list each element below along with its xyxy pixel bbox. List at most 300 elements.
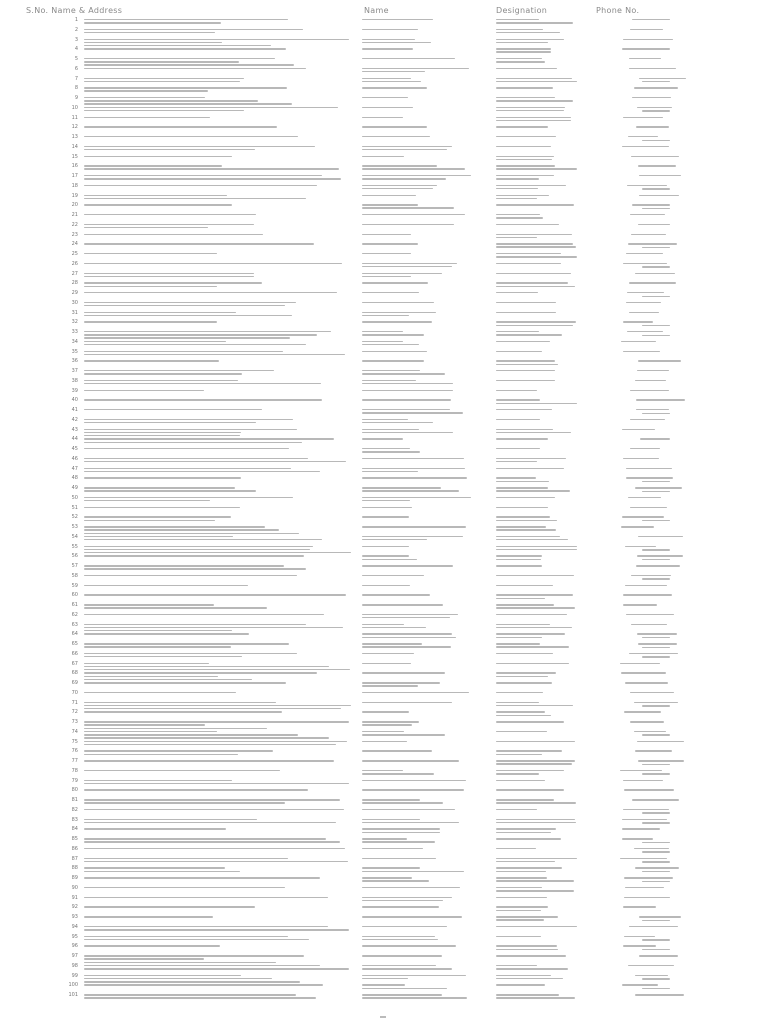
name-text-line [362, 87, 427, 88]
address-text-line [84, 204, 232, 205]
name-text-line [362, 799, 420, 800]
address-text-line [84, 468, 291, 469]
phone-text-line [632, 799, 679, 800]
name-text-line [362, 292, 419, 293]
phone-text-line [625, 546, 656, 547]
page-number-mark [380, 1016, 386, 1018]
phone-text-line [629, 653, 678, 654]
name-text-line [362, 975, 466, 976]
address-text-line [84, 802, 285, 803]
phone-text-line [642, 110, 670, 111]
name-text-line [362, 399, 451, 400]
row-number: 10 [71, 104, 78, 111]
designation-text-line [496, 302, 556, 303]
designation-text-line [496, 48, 551, 49]
designation-text-line [496, 861, 555, 862]
name-text-line [362, 282, 428, 283]
address-text-line [84, 916, 213, 917]
row-number: 60 [71, 592, 78, 599]
name-text-line [362, 988, 447, 989]
row-number: 68 [71, 670, 78, 677]
address-text-line [84, 529, 279, 530]
row-number: 30 [71, 299, 78, 306]
designation-text-line [496, 546, 577, 547]
name-text-line [362, 750, 432, 751]
phone-text-line [642, 812, 670, 813]
address-text-line [84, 39, 349, 40]
phone-text-line [637, 633, 677, 634]
address-text-line [84, 841, 340, 842]
address-text-line [84, 409, 262, 410]
header-sno-address: S.No. Name & Address [26, 6, 123, 15]
address-text-line [84, 32, 215, 33]
address-text-line [84, 78, 244, 79]
designation-text-line [496, 432, 571, 433]
name-text-line [362, 458, 464, 459]
phone-text-line [622, 146, 670, 147]
row-number: 22 [71, 221, 78, 228]
designation-text-line [496, 867, 562, 868]
name-text-line [362, 497, 471, 498]
name-text-line [362, 500, 410, 501]
name-text-line [362, 409, 450, 410]
name-text-line [362, 117, 403, 118]
designation-text-line [496, 58, 542, 59]
phone-text-line [642, 705, 670, 706]
designation-text-line [496, 858, 577, 859]
designation-text-line [496, 282, 568, 283]
designation-text-line [496, 653, 553, 654]
designation-text-line [496, 887, 542, 888]
designation-text-line [496, 331, 539, 332]
phone-text-line [623, 809, 668, 810]
name-text-line [362, 273, 442, 274]
designation-text-line [496, 760, 575, 761]
address-text-line [84, 341, 226, 342]
address-text-line [84, 276, 254, 277]
designation-text-line [496, 22, 573, 23]
phone-text-line [623, 458, 660, 459]
name-text-line [362, 243, 418, 244]
phone-text-line [630, 214, 665, 215]
row-number: 94 [71, 923, 78, 930]
phone-text-line [642, 988, 670, 989]
row-number: 95 [71, 933, 78, 940]
name-text-line [362, 373, 445, 374]
designation-text-line [496, 507, 548, 508]
phone-text-line [623, 263, 667, 264]
phone-text-line [620, 663, 659, 664]
designation-text-line [496, 78, 572, 79]
phone-text-line [642, 481, 670, 482]
address-text-line [84, 516, 231, 517]
header-name: Name [364, 6, 389, 15]
name-text-line [362, 968, 452, 969]
name-text-line [362, 536, 463, 537]
designation-text-line [496, 253, 561, 254]
address-text-line [84, 656, 242, 657]
phone-text-line [621, 526, 653, 527]
designation-text-line [496, 910, 541, 911]
designation-text-line [496, 997, 575, 998]
phone-text-line [642, 647, 670, 648]
address-text-line [84, 663, 209, 664]
designation-text-line [496, 68, 557, 69]
address-text-line [84, 422, 256, 423]
name-text-line [362, 555, 409, 556]
address-text-line [84, 968, 349, 969]
phone-text-line [642, 637, 670, 638]
name-text-line [362, 559, 417, 560]
name-text-line [362, 828, 440, 829]
address-text-line [84, 351, 283, 352]
address-text-line [84, 549, 310, 550]
row-number: 4 [74, 46, 78, 53]
address-text-line [84, 178, 341, 179]
name-text-line [362, 546, 409, 547]
name-text-line [362, 351, 427, 352]
row-number: 55 [71, 543, 78, 550]
row-number: 90 [71, 884, 78, 891]
address-text-line [84, 877, 320, 878]
row-number: 86 [71, 845, 78, 852]
address-text-line [84, 750, 273, 751]
address-text-line [84, 666, 329, 667]
name-text-line [362, 760, 459, 761]
designation-text-line [496, 711, 545, 712]
phone-text-line [623, 351, 660, 352]
address-text-line [84, 653, 297, 654]
designation-text-line [496, 731, 547, 732]
designation-text-line [496, 97, 555, 98]
name-text-line [362, 789, 464, 790]
address-text-line [84, 682, 286, 683]
phone-text-line [623, 906, 655, 907]
address-text-line [84, 373, 242, 374]
row-number: 9 [74, 95, 78, 102]
name-text-line [362, 107, 413, 108]
designation-text-line [496, 526, 546, 527]
name-text-line [362, 266, 452, 267]
address-text-line [84, 500, 210, 501]
name-text-line [362, 429, 419, 430]
designation-text-line [496, 156, 554, 157]
row-number: 2 [74, 26, 78, 33]
row-number: 13 [71, 134, 78, 141]
designation-text-line [496, 604, 554, 605]
designation-text-line [496, 100, 573, 101]
designation-text-line [496, 178, 539, 179]
row-number: 75 [71, 738, 78, 745]
name-text-line [362, 276, 411, 277]
phone-text-line [642, 247, 670, 248]
address-text-line [84, 627, 343, 628]
address-text-line [84, 741, 347, 742]
address-text-line [84, 926, 328, 927]
name-text-line [362, 331, 403, 332]
name-text-line [362, 575, 424, 576]
designation-text-line [496, 906, 548, 907]
address-text-line [84, 711, 282, 712]
row-number: 35 [71, 348, 78, 355]
row-number: 6 [74, 65, 78, 72]
phone-text-line [642, 296, 670, 297]
designation-text-line [496, 614, 567, 615]
header-designation: Designation [496, 6, 548, 15]
row-number: 62 [71, 611, 78, 618]
address-text-line [84, 442, 302, 443]
phone-text-line [630, 448, 661, 449]
designation-text-line [496, 627, 572, 628]
phone-text-line [635, 750, 672, 751]
phone-text-line [630, 390, 669, 391]
designation-text-line [496, 370, 555, 371]
phone-text-line [642, 656, 670, 657]
address-text-line [84, 360, 219, 361]
phone-text-line [642, 920, 670, 921]
name-text-line [362, 643, 422, 644]
designation-text-line [496, 217, 543, 218]
address-text-line [84, 871, 240, 872]
designation-text-line [496, 975, 551, 976]
address-text-line [84, 838, 326, 839]
phone-text-line [626, 468, 672, 469]
address-text-line [84, 243, 314, 244]
name-text-line [362, 81, 421, 82]
designation-text-line [496, 871, 546, 872]
designation-text-line [496, 29, 543, 30]
phone-text-line [642, 764, 670, 765]
address-text-line [84, 321, 217, 322]
address-text-line [84, 867, 225, 868]
address-text-line [84, 819, 257, 820]
designation-text-line [496, 890, 574, 891]
designation-text-line [496, 136, 556, 137]
row-number: 93 [71, 914, 78, 921]
address-text-line [84, 383, 321, 384]
row-number: 76 [71, 748, 78, 755]
name-text-line [362, 585, 410, 586]
row-number: 52 [71, 514, 78, 521]
row-number: 48 [71, 475, 78, 482]
phone-text-line [635, 867, 678, 868]
address-text-line [84, 724, 205, 725]
designation-text-line [496, 312, 556, 313]
phone-text-line [622, 516, 664, 517]
row-number: 58 [71, 572, 78, 579]
name-text-line [362, 731, 404, 732]
row-number: 23 [71, 231, 78, 238]
name-text-line [362, 195, 416, 196]
address-text-line [84, 81, 240, 82]
address-text-line [84, 273, 254, 274]
phone-text-line [629, 926, 678, 927]
address-text-line [84, 897, 328, 898]
directory-table-body [0, 17, 768, 1002]
name-text-line [362, 165, 437, 166]
address-text-line [84, 419, 293, 420]
row-number: 81 [71, 797, 78, 804]
name-text-line [362, 984, 405, 985]
address-text-line [84, 546, 313, 547]
designation-text-line [496, 42, 548, 43]
row-number: 19 [71, 192, 78, 199]
row-number: 15 [71, 153, 78, 160]
address-text-line [84, 861, 348, 862]
address-text-line [84, 822, 336, 823]
designation-text-line [496, 646, 569, 647]
designation-text-line [496, 984, 545, 985]
phone-text-line [642, 861, 670, 862]
row-number: 70 [71, 689, 78, 696]
name-text-line [362, 302, 434, 303]
designation-text-line [496, 438, 548, 439]
address-text-line [84, 568, 306, 569]
designation-text-line [496, 819, 575, 820]
name-text-line [362, 734, 445, 735]
address-text-line [84, 224, 254, 225]
name-text-line [362, 516, 409, 517]
designation-text-line [496, 237, 537, 238]
designation-text-line [496, 195, 549, 196]
address-text-line [84, 978, 272, 979]
table-row [0, 992, 768, 1004]
address-text-line [84, 175, 322, 176]
designation-text-line [496, 325, 573, 326]
name-text-line [362, 880, 429, 881]
phone-text-line [632, 204, 670, 205]
row-number: 11 [71, 114, 78, 121]
designation-text-line [496, 175, 554, 176]
phone-text-line [626, 253, 663, 254]
row-number: 17 [71, 173, 78, 180]
address-text-line [84, 263, 342, 264]
name-text-line [362, 997, 467, 998]
name-text-line [362, 312, 436, 313]
address-text-line [84, 744, 336, 745]
designation-text-line [496, 763, 572, 764]
address-text-line [84, 939, 309, 940]
row-number: 24 [71, 241, 78, 248]
name-text-line [362, 539, 427, 540]
name-text-line [362, 168, 465, 169]
address-text-line [84, 799, 340, 800]
designation-text-line [496, 754, 542, 755]
address-text-line [84, 955, 304, 956]
name-text-line [362, 939, 438, 940]
table-header [26, 6, 748, 16]
name-text-line [362, 906, 439, 907]
address-text-line [84, 448, 289, 449]
row-number: 1 [74, 17, 78, 23]
row-number: 65 [71, 641, 78, 648]
name-text-line [362, 594, 430, 595]
row-number: 36 [71, 358, 78, 365]
name-text-line [362, 370, 420, 371]
name-text-line [362, 207, 454, 208]
name-text-line [362, 448, 410, 449]
phone-text-line [634, 848, 669, 849]
name-text-line [362, 29, 418, 30]
row-number: 27 [71, 270, 78, 277]
phone-text-line [622, 819, 667, 820]
name-text-line [362, 360, 424, 361]
name-text-line [362, 126, 427, 127]
designation-text-line [496, 419, 540, 420]
phone-text-line [630, 29, 664, 30]
name-text-line [362, 156, 404, 157]
row-number: 77 [71, 758, 78, 765]
address-text-line [84, 214, 256, 215]
phone-text-line [628, 965, 674, 966]
phone-text-line [625, 682, 667, 683]
designation-text-line [496, 516, 550, 517]
phone-text-line [623, 321, 653, 322]
designation-text-line [496, 243, 573, 244]
name-text-line [362, 978, 408, 979]
name-text-line [362, 97, 408, 98]
name-text-line [362, 741, 407, 742]
address-text-line [84, 848, 345, 849]
phone-text-line [642, 559, 670, 560]
designation-text-line [496, 107, 565, 108]
designation-text-line [496, 360, 555, 361]
address-text-line [84, 87, 287, 88]
row-number: 96 [71, 943, 78, 950]
name-text-line [362, 809, 455, 810]
row-number: 100 [68, 982, 78, 989]
name-text-line [362, 412, 463, 413]
designation-text-line [496, 334, 562, 335]
designation-text-line [496, 364, 558, 365]
phone-text-line [640, 438, 670, 439]
row-number: 73 [71, 719, 78, 726]
designation-text-line [496, 672, 556, 673]
address-text-line [84, 234, 263, 235]
name-text-line [362, 146, 452, 147]
row-number: 20 [71, 202, 78, 209]
name-text-line [362, 471, 418, 472]
phone-text-line [623, 594, 672, 595]
address-text-line [84, 585, 248, 586]
row-number: 32 [71, 319, 78, 326]
row-number: 21 [71, 212, 78, 219]
row-number: 87 [71, 855, 78, 862]
address-text-line [84, 286, 217, 287]
designation-text-line [496, 490, 570, 491]
phone-text-line [635, 487, 682, 488]
address-text-line [84, 487, 235, 488]
row-number: 50 [71, 494, 78, 501]
address-text-line [84, 380, 238, 381]
designation-text-line [496, 224, 559, 225]
row-number: 57 [71, 563, 78, 570]
designation-text-line [496, 585, 553, 586]
designation-text-line [496, 87, 553, 88]
phone-text-line [642, 734, 670, 735]
name-text-line [362, 234, 411, 235]
name-text-line [362, 858, 436, 859]
address-text-line [84, 780, 232, 781]
address-text-line [84, 672, 317, 673]
address-text-line [84, 490, 256, 491]
phone-text-line [636, 399, 685, 400]
address-text-line [84, 887, 285, 888]
name-text-line [362, 334, 424, 335]
designation-text-line [496, 409, 552, 410]
designation-text-line [496, 838, 561, 839]
address-text-line [84, 149, 255, 150]
